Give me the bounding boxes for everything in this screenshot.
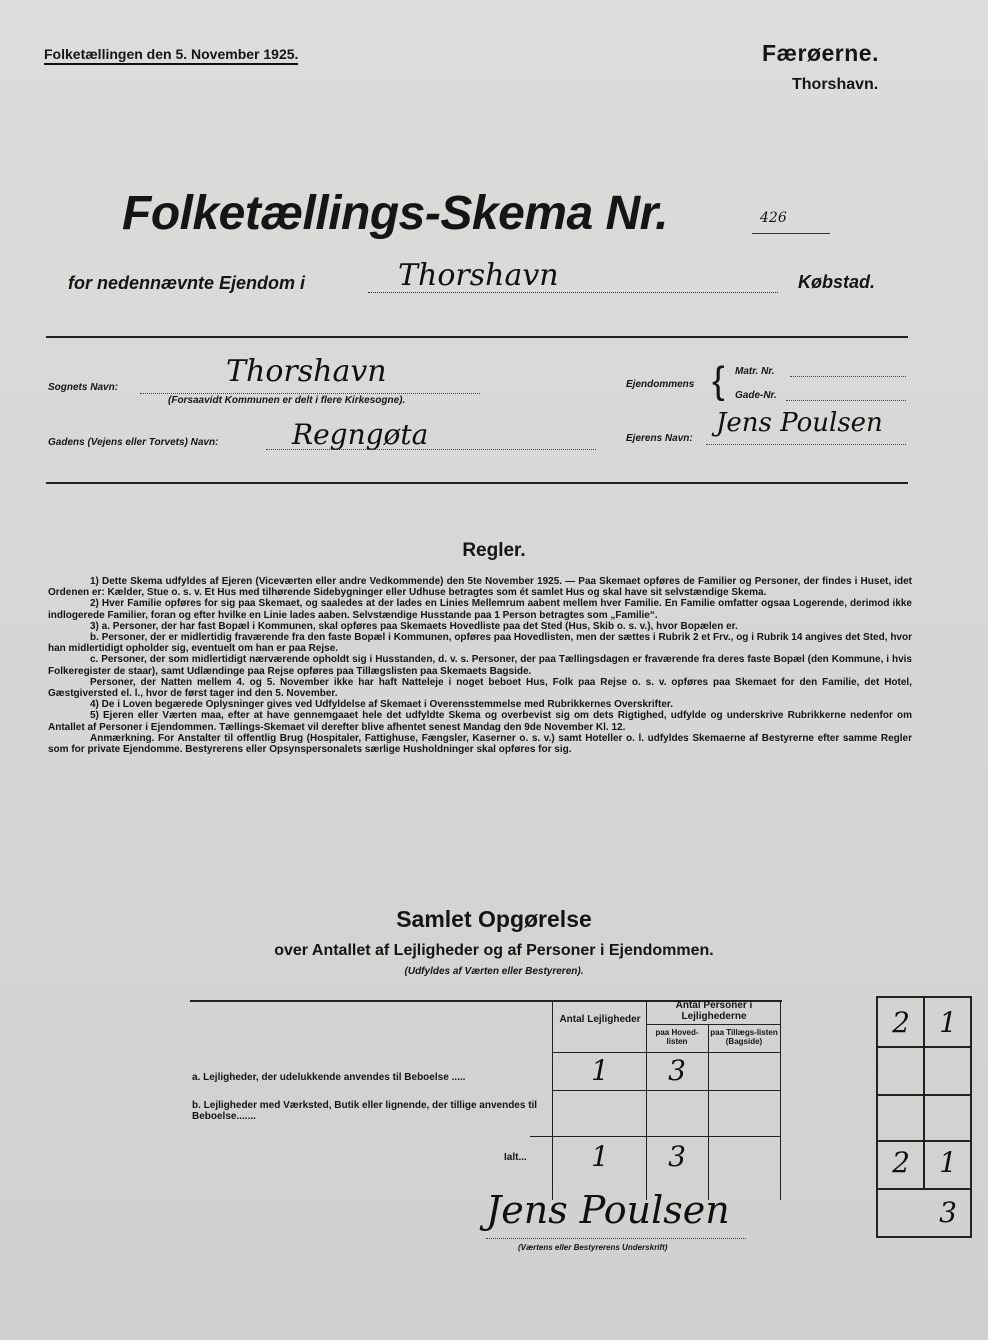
table-col-divider — [646, 1000, 647, 1200]
kobstad-label: Købstad. — [798, 272, 876, 292]
row-a-apartments: 1 — [591, 1054, 609, 1087]
gade-label: Gade-Nr. — [735, 390, 777, 401]
gade-line — [786, 400, 906, 401]
region-name: Færøerne. — [762, 40, 879, 66]
rules-title: Regler. — [462, 540, 526, 561]
table-col-divider — [552, 1000, 553, 1200]
matr-label: Matr. Nr. — [735, 366, 775, 377]
street-label: Gadens (Vejens eller Torvets) Navn: — [48, 437, 219, 448]
owner-value: Jens Poulsen — [716, 408, 883, 438]
parish-value: Thorshavn — [226, 354, 387, 389]
census-date-line: Folketællingen den 5. November 1925. — [44, 46, 298, 65]
form-title: Folketællings-Skema Nr. — [122, 187, 669, 240]
rule-paragraph: Anmærkning. For Anstalter til offentlig Brug (Hospitaler, Fattighuse, Fængsler, Kaserner o. s. v.) samt Hoteller o. l. udfyldes Skemaerne af Bestyrerne efter samme Regler som for private Ejendomme. Bestyrerens eller Opsynspersonalets særlige Husholdninger skal opføres for sig. — [48, 732, 912, 756]
signature: Jens Poulsen — [486, 1188, 730, 1232]
table-row-line — [530, 1136, 780, 1137]
rule-paragraph: 5) Ejeren eller Værten maa, efter at have gennemgaaet hele det udfyldte Skema og overbevist sig om dets Rigtighed, udfylde og underskrive Rubrikkerne nedenfor om Antallet af Personer i Ejendommen. Tællings-Skemaet vil derefter blive afhentet senest Mandag den 9de November Kl. 12. — [48, 710, 912, 733]
total-main-list: 3 — [668, 1140, 686, 1173]
side-r4c2: 1 — [939, 1146, 957, 1179]
form-number: 426 — [760, 210, 787, 226]
town-line — [368, 292, 778, 293]
rule-paragraph: 4) De i Loven begærede Oplysninger gives ved Udfyldelse af Skemaet i Overensstemmelse med Rubrikkernes Overskrifter. — [90, 699, 674, 711]
rule-paragraph: 1) Dette Skema udfyldes af Ejeren (Viceværten eller andre Vedkommende) den 5te November 1925. — Paa Skemaet opføres de Familier og Personer, der findes i Huset, idet Ordenen er: Kælder, Stue o. s. v. Et Hus med tilhørende Sidebygninger eller Udhuse betragtes som ét samlet Hus og skal have sit selvstændige Skema. — [48, 576, 912, 599]
col-apartments-header: Antal Lejligheder — [559, 1014, 641, 1025]
total-label: Ialt... — [504, 1152, 527, 1163]
table-header-line — [552, 1052, 780, 1053]
side-box-line — [876, 1094, 972, 1096]
rule-paragraph: c. Personer, der som midlertidigt nærværende opholdt sig i Husstanden, d. v. s. Personer, der paa Tællingsdagen er fraværende fra deres faste Bopæl (den Kommune, i hvis Folkeregister de staar), samt Udlændinge paa Rejse opføres paa Tillægslisten paa Skemaets Bagside. — [48, 654, 912, 677]
side-box-line — [876, 1188, 972, 1190]
side-r5c2: 3 — [939, 1196, 957, 1229]
rules-text — [48, 576, 912, 755]
parish-note: (Forsaavidt Kommunen er delt i flere Kirkesogne). — [168, 395, 406, 406]
rule-paragraph: Personer, der Natten mellem 4. og 5. November ikke har haft Natteleje i noget beboet Hus, Folk paa Rejse o. s. v. opføres paa Skemaet for den Familie, det Hotel, Gæstgiversted el. l., hvor de først tager ind den 5. November. — [48, 676, 912, 700]
summary-note: (Udfyldes af Værten eller Bestyreren). — [404, 966, 584, 977]
side-box-line — [876, 1046, 972, 1048]
row-b-label: b. Lejligheder med Værksted, Butik eller lignende, der tillige anvendes til Beboelse....... — [192, 1100, 538, 1122]
side-r1c2: 1 — [939, 1006, 957, 1039]
total-apartments: 1 — [591, 1140, 609, 1173]
side-box-line — [876, 1140, 972, 1142]
form-number-line — [752, 233, 830, 234]
side-r1c1: 2 — [892, 1006, 910, 1039]
table-row-line — [552, 1090, 780, 1091]
rule-paragraph: 3) a. Personer, der har fast Bopæl i Kommunen, skal opføres paa Skemaets Hovedliste paa det Sted (Hus, Skib o. s. v.), hvor Bopælen er. — [90, 620, 738, 632]
col-supplement-header: paa Tillægs-listen (Bagside) — [710, 1028, 778, 1046]
rule-paragraph: 2) Hver Familie opføres for sig paa Skemaet, og saaledes at der lades en Linies Mellemrum aabent mellem hver Familie. En Familie omfatter ogsaa Logerende, derimod ikke indlogerede Familier, foran og efter hvilke en Linie lades aaben. Selvstændige Husstande paa 1 Person betragtes som „Familie“. — [48, 598, 912, 621]
owner-line — [706, 444, 906, 445]
street-value: Regngøta — [292, 418, 429, 451]
parish-line — [140, 393, 480, 394]
table-col-divider — [708, 1024, 709, 1200]
street-line — [266, 449, 596, 450]
table-subheader-line — [646, 1024, 780, 1025]
row-a-label: a. Lejligheder, der udelukkende anvendes til Beboelse ..... — [192, 1072, 466, 1083]
town-value: Thorshavn — [398, 258, 559, 293]
summary-title: Samlet Opgørelse — [396, 906, 592, 932]
row-a-main-list: 3 — [668, 1054, 686, 1087]
property-label: Ejendommens — [626, 379, 695, 390]
for-property-label: for nedennævnte Ejendom i — [68, 273, 306, 293]
signature-line — [486, 1238, 746, 1239]
summary-subtitle: over Antallet af Lejligheder og af Personer i Ejendommen. — [274, 942, 714, 959]
divider-bottom — [46, 482, 908, 484]
matr-line — [790, 376, 906, 377]
rule-paragraph: b. Personer, der er midlertidig fraværende fra den faste Bopæl i Kommunen, opføres paa Hovedlisten, men der sættes i Rubrik 2 et Frv., og i Rubrik 14 angives det Sted, hvor han midlertidigt opholder sig, eventuelt om han er paa Rejse. — [48, 632, 912, 655]
city-name: Thorshavn. — [792, 76, 879, 93]
owner-label: Ejerens Navn: — [626, 433, 693, 444]
col-persons-header: Antal Personer i Lejlighederne — [675, 1000, 753, 1022]
parish-label: Sognets Navn: — [48, 382, 119, 393]
side-r4c1: 2 — [892, 1146, 910, 1179]
table-col-divider — [780, 1000, 781, 1200]
divider-top — [46, 336, 908, 338]
signature-caption: (Værtens eller Bestyrerens Underskrift) — [518, 1243, 668, 1252]
col-main-list-header: paa Hoved-listen — [655, 1028, 699, 1046]
brace-icon: { — [712, 360, 725, 402]
